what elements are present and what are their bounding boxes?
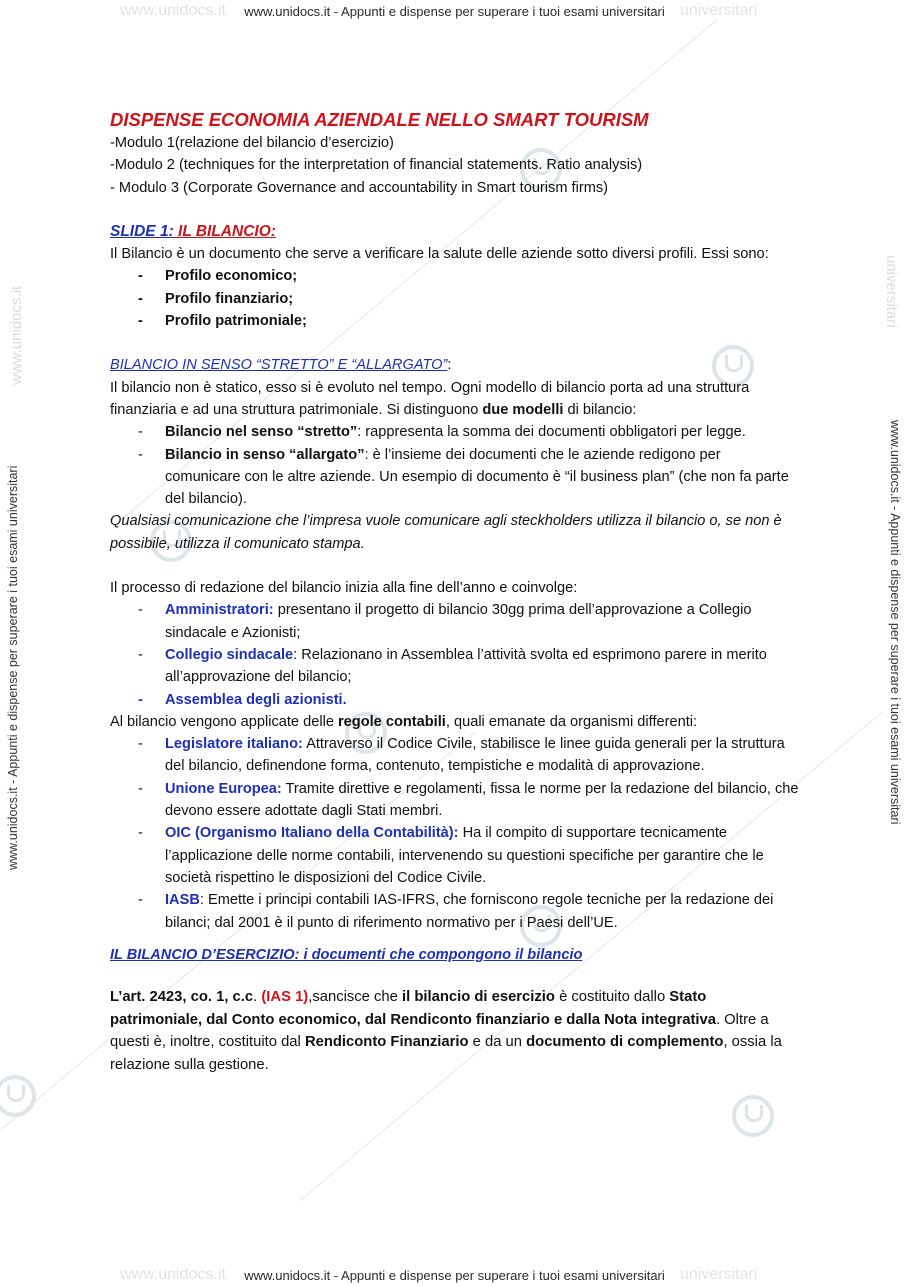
list-item [110, 644, 800, 689]
list-item [110, 421, 800, 443]
list-item-label: Amministratori: [165, 602, 274, 619]
watermark-ghost-top-left: www.unidocs.it [120, 2, 226, 19]
senso-heading-tail: : [447, 357, 452, 374]
regole-intro [110, 711, 800, 733]
senso-intro [110, 377, 800, 422]
list-item-label: IASB [165, 892, 200, 909]
module-line: - Modulo 3 (Corporate Governance and accountability in Smart tourism firms) [110, 179, 609, 196]
list-item [110, 733, 800, 778]
list-item [110, 778, 800, 823]
senso-italic-note: Qualsiasi comunicazione che l’impresa vuole comunicare agli steckholders utilizza il bilancio o, se non è possibile, utilizza il comunicato stampa. [110, 513, 782, 552]
list-item-text: Attraverso il Codice Civile, stabilisce le linee guida generali per la struttura del bilancio, definendone forma, contenuto, tempistiche e modalità di approvazione. [165, 736, 785, 775]
esercizio-text: e da un [468, 1034, 527, 1051]
senso-intro-emph: due modelli [482, 401, 564, 418]
list-item-text: : è l’insieme dei documenti che le aziende redigono per comunicare con le altre aziende. Un esempio di documento è “il business plan” (che non fa parte del bilancio). [165, 446, 789, 508]
watermark-ghost-bottom-left: www.unidocs.it [120, 1266, 226, 1283]
list-item-text: Tramite direttive e regolamenti, fissa le norme per la redazione del bilancio, che devono essere adottate dagli Stati membri. [165, 780, 799, 820]
list-item [110, 689, 800, 711]
list-item-label: OIC (Organismo Italiano della Contabilità): [165, 825, 459, 842]
list-item-text: : Relazionano in Assemblea l’attività svolta ed esprimono parere in merito all’approvazione del bilancio; [165, 646, 767, 686]
processo-list [110, 599, 800, 710]
section-heading-esercizio [110, 944, 800, 966]
section-heading-slide1 [110, 221, 800, 243]
slide1-label: IL BILANCIO: [173, 222, 276, 240]
esercizio-paragraph [110, 986, 800, 1076]
esercizio-text: . Oltre a questi è, inoltre, costituito dal [110, 1011, 769, 1051]
regole-intro-text: Al bilancio vengono applicate delle [110, 713, 338, 730]
slide1-prefix: SLIDE 1: [110, 222, 174, 240]
module-line: -Modulo 2 (techniques for the interpretation of financial statements. Ratio analysis) [110, 157, 643, 174]
esercizio-sep: . [253, 989, 262, 1006]
watermark-side-left: www.unidocs.it - Appunti e dispense per superare i tuoi esami universitari [6, 465, 20, 870]
profiles-list [110, 265, 800, 332]
watermark-logo-icon [0, 1075, 36, 1117]
list-item-label: Bilancio nel senso “stretto” [165, 424, 358, 441]
esercizio-text: è costituito dallo [554, 989, 670, 1006]
section-heading-senso [110, 354, 800, 376]
esercizio-emph: documento di complemento [526, 1034, 724, 1051]
watermark-side-right-ghost: universitari [883, 255, 900, 328]
watermark-ghost-bottom-right: universitari [680, 1266, 758, 1283]
list-item-text: presentano il progetto di bilancio 30gg prima dell’approvazione a Collegio sindacale e Azionisti; [165, 602, 752, 641]
watermark-bottom: www.unidocs.it - Appunti e dispense per superare i tuoi esami universitari [244, 1268, 665, 1283]
senso-heading: BILANCIO IN SENSO “STRETTO” E “ALLARGATO” [110, 357, 448, 374]
list-item-text: : rappresenta la somma dei documenti obbligatori per legge. [357, 424, 746, 441]
list-item [110, 822, 800, 889]
list-item: - Profilo economico; [110, 265, 800, 287]
slide1-intro: Il Bilancio è un documento che serve a verificare la salute delle aziende sotto diversi profili. Essi sono: [110, 246, 769, 263]
list-item-label: Assemblea degli azionisti. [165, 691, 347, 708]
watermark-logo-icon [732, 1095, 774, 1137]
senso-intro-tail: di bilancio: [563, 401, 637, 418]
esercizio-ias-ref: (IAS 1) [261, 989, 309, 1006]
list-item [110, 889, 800, 934]
senso-list [110, 421, 800, 510]
list-item-label: Unione Europea: [165, 780, 282, 797]
regole-intro-emph: regole contabili [338, 713, 446, 730]
list-item [110, 444, 800, 511]
esercizio-text: ,sancisce che [308, 989, 402, 1006]
watermark-side-right: www.unidocs.it - Appunti e dispense per superare i tuoi esami universitari [888, 420, 902, 825]
watermark-ghost-top-right: universitari [680, 2, 758, 19]
module-line: -Modulo 1(relazione del bilancio d’esercizio) [110, 135, 394, 151]
watermark-top: www.unidocs.it - Appunti e dispense per superare i tuoi esami universitari [244, 4, 665, 19]
esercizio-emph: Stato patrimoniale, dal Conto economico, dal Rendiconto finanziario e dalla Nota integrativa [110, 989, 716, 1028]
list-item-label: Bilancio in senso “allargato” [165, 446, 365, 463]
list-item [110, 599, 800, 644]
document-body [110, 108, 800, 1076]
senso-intro-text: Il bilancio non è statico, esso si è evoluto nel tempo. Ogni modello di bilancio porta ad una struttura finanziaria e ad una struttura patrimoniale. Si distinguono [110, 379, 750, 418]
esercizio-ref: L’art. 2423, co. 1, c.c [110, 989, 254, 1006]
regole-intro-tail: , quali emanate da organismi differenti: [445, 713, 698, 730]
esercizio-emph: il bilancio di esercizio [402, 989, 555, 1006]
list-item-text: Ha il compito di supportare tecnicamente l’applicazione delle norme contabili, intervenendo su questioni specifiche per garantire che le società rispettino le disposizioni del Codice Civile. [165, 825, 764, 886]
esercizio-heading: IL BILANCIO D’ESERCIZIO: i documenti che compongono il bilancio [110, 946, 583, 963]
list-item-text: : Emette i principi contabili IAS-IFRS, che forniscono regole tecniche per la redazione dei bilanci; dal 2001 è il punto di riferimento normativo per i Paesi dell’UE. [165, 892, 774, 931]
list-item: - Profilo finanziario; [110, 288, 800, 310]
list-item: - Profilo patrimoniale; [110, 310, 800, 332]
regole-list [110, 733, 800, 934]
esercizio-text: , ossia la relazione sulla gestione. [110, 1034, 782, 1073]
list-item-label: Legislatore italiano: [165, 736, 303, 753]
watermark-side-left-ghost: www.unidocs.it [8, 285, 25, 385]
esercizio-emph: Rendiconto Finanziario [304, 1034, 469, 1051]
document-title: DISPENSE ECONOMIA AZIENDALE NELLO SMART TOURISM [110, 109, 649, 130]
processo-intro: Il processo di redazione del bilancio inizia alla fine dell’anno e coinvolge: [110, 580, 578, 597]
list-item-label: Collegio sindacale [165, 646, 294, 663]
